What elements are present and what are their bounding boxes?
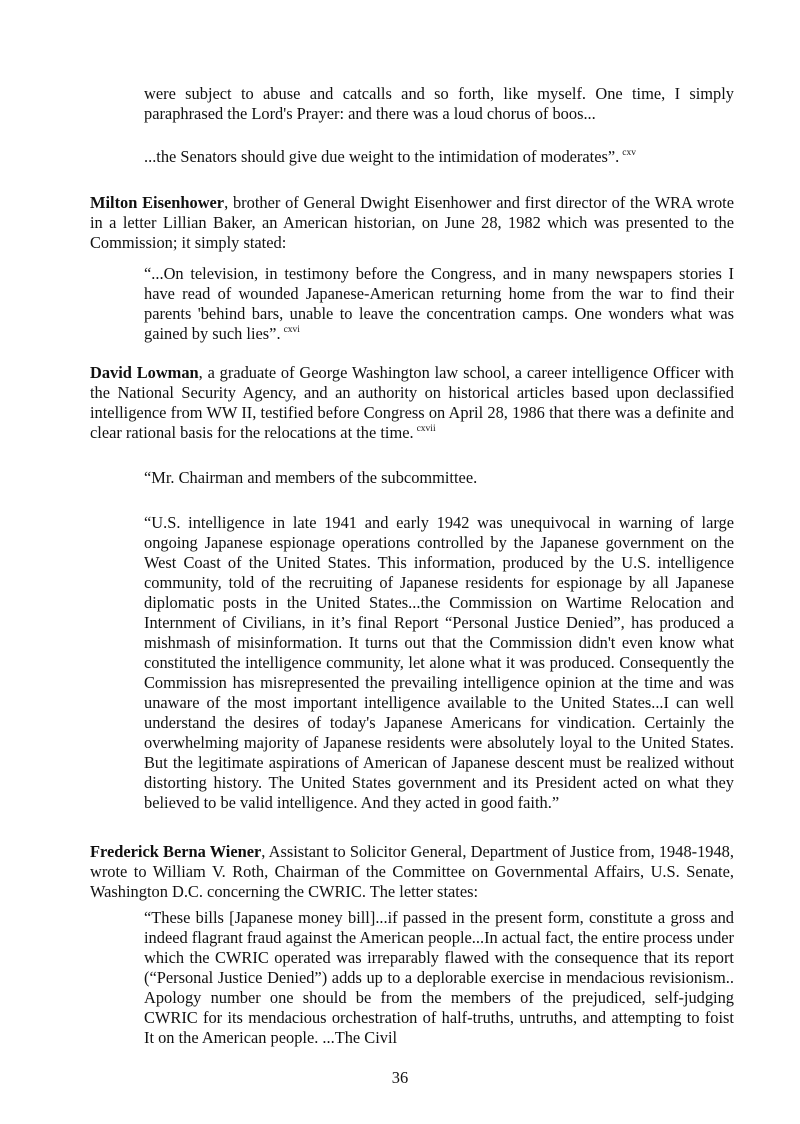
quote-text: “These bills [Japanese money bill]...if passed in the present form, constitute a gross and indeed flagrant fraud against the American people...In actual fact, the entire process under which the CWRIC operated was irreparably flawed with the consequence that its report (“Personal Justice Denied”) adds up to a deplorable exercise in mendacious revisionism.. Apology number one should be from the members of the prejudiced, self-judging CWRIC for its mendacious orchestration of half-truths, untruths, and attempting to foist It on the American people. ...The Civil [144, 908, 734, 1047]
paragraph-wiener [90, 842, 734, 902]
person-name: David Lowman [90, 363, 199, 382]
quote-continuation [144, 84, 734, 124]
page-number: 36 [391, 1068, 409, 1087]
paragraph-text: , Assistant to Solicitor General, Department of Justice from, 1948-1948, wrote to William V. Roth, Chairman of the Committee on Governmental Affairs, U.S. Senate, Washington D.C. concerning the CWRIC. The letter states: [90, 842, 734, 901]
paragraph-text: , brother of General Dwight Eisenhower and first director of the WRA wrote in a letter Lillian Baker, an American historian, on June 28, 1982 which was presented to the Commission; it simply stated: [90, 193, 734, 252]
endnote-marker: cxvii [416, 424, 436, 434]
quote-closing [144, 147, 734, 167]
endnote-marker: cxvi [283, 325, 300, 335]
person-name: Milton Eisenhower [90, 193, 225, 212]
quote-text: “Mr. Chairman and members of the subcommittee. [144, 468, 478, 487]
quote-wiener [144, 908, 734, 1048]
paragraph-lowman [90, 363, 734, 443]
quote-text: “U.S. intelligence in late 1941 and early 1942 was unequivocal in warning of large ongoing Japanese espionage operations controlled by the Japanese government on the West Coast of the United States. This information, produced by the U.S. intelligence community, told of the recruiting of Japanese residents for espionage by all Japanese diplomatic posts in the United States...the Commission on Wartime Relocation and Internment of Civilians, in it’s final Report “Personal Justice Denied”, has produced a mishmash of misinformation. It turns out that the Commission didn't even know what constituted the intelligence community, let alone what it was produced. Consequently the Commission has misrepresented the prevailing intelligence opinion at the time and was unaware of the most important intelligence available to the United States...I can well understand the desires of today's Japanese Americans for vindication. Certainly the overwhelming majority of Japanese residents were absolutely loyal to the United States. But the legitimate aspirations of American of Japanese descent must be realized without distorting history. The United States government and its President acted on what they believed to be valid intelligence. And they acted in good faith.” [144, 513, 734, 812]
paragraph-text: , a graduate of George Washington law school, a career intelligence Officer with the National Security Agency, and an authority on historical articles based upon declassified intelligence from WW II, testified before Congress on April 28, 1986 that there was a definite and clear rational basis for the relocations at the time. [90, 363, 734, 442]
quote-text: were subject to abuse and catcalls and so forth, like myself. One time, I simply paraphrased the Lord's Prayer: and there was a loud chorus of boos... [144, 84, 734, 123]
quote-salutation [144, 468, 734, 488]
quote-text: ...the Senators should give due weight to the intimidation of moderates”. [144, 147, 620, 166]
quote-eisenhower [144, 264, 734, 344]
person-name: Frederick Berna Wiener [90, 842, 262, 861]
endnote-marker: cxv [622, 148, 636, 158]
quote-lowman [144, 513, 734, 813]
quote-text: “...On television, in testimony before the Congress, and in many newspapers stories I have read of wounded Japanese-American returning home from the war to find their parents 'behind bars, unable to leave the concentration camps. One wonders what was gained by such lies”. [144, 264, 734, 343]
paragraph-eisenhower [90, 193, 734, 253]
